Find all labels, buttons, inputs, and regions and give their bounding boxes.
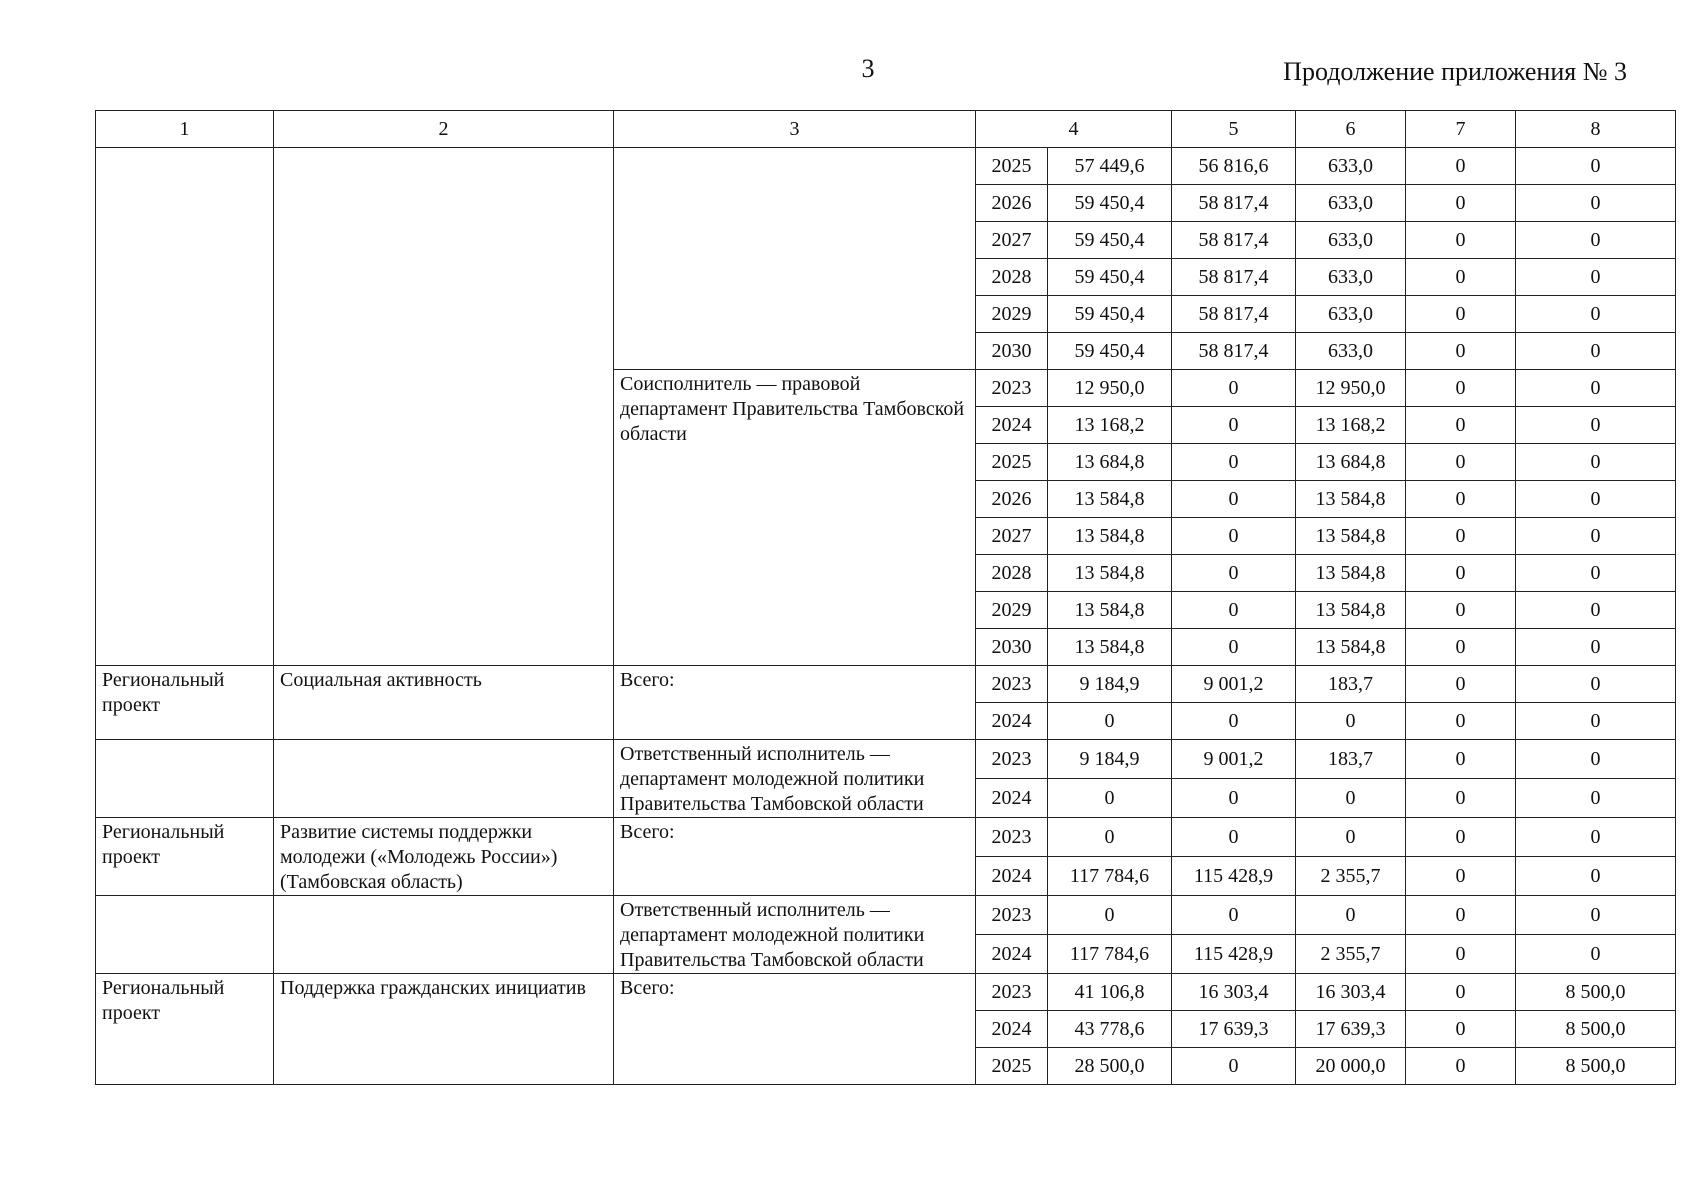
year-cell: 2023 bbox=[976, 740, 1048, 779]
local-budget-cell: 0 bbox=[1406, 1011, 1516, 1048]
section-type-cell bbox=[96, 896, 274, 974]
year-cell: 2028 bbox=[976, 259, 1048, 296]
local-budget-cell: 0 bbox=[1406, 629, 1516, 666]
regional-budget-cell: 0 bbox=[1296, 779, 1406, 818]
local-budget-cell: 0 bbox=[1406, 592, 1516, 629]
federal-budget-cell: 0 bbox=[1172, 444, 1296, 481]
executor-cell: Ответственный исполнитель — департамент молодежной политики Правительства Тамбовской области bbox=[614, 740, 976, 818]
other-sources-cell: 0 bbox=[1516, 703, 1676, 740]
table-row bbox=[96, 740, 1676, 779]
other-sources-cell: 0 bbox=[1516, 896, 1676, 935]
year-cell: 2023 bbox=[976, 974, 1048, 1011]
executor-cell: Соисполнитель — правовой департамент Правительства Тамбовской области bbox=[614, 370, 976, 666]
year-cell: 2023 bbox=[976, 666, 1048, 703]
year-cell: 2023 bbox=[976, 896, 1048, 935]
total-cell: 13 168,2 bbox=[1048, 407, 1172, 444]
federal-budget-cell: 0 bbox=[1172, 555, 1296, 592]
other-sources-cell: 0 bbox=[1516, 857, 1676, 896]
budget-table bbox=[95, 110, 1676, 1085]
local-budget-cell: 0 bbox=[1406, 779, 1516, 818]
other-sources-cell: 0 bbox=[1516, 935, 1676, 974]
local-budget-cell: 0 bbox=[1406, 974, 1516, 1011]
regional-budget-cell: 2 355,7 bbox=[1296, 857, 1406, 896]
other-sources-cell: 0 bbox=[1516, 444, 1676, 481]
other-sources-cell: 0 bbox=[1516, 333, 1676, 370]
regional-budget-cell: 633,0 bbox=[1296, 148, 1406, 185]
other-sources-cell: 0 bbox=[1516, 296, 1676, 333]
year-cell: 2026 bbox=[976, 481, 1048, 518]
regional-budget-cell: 183,7 bbox=[1296, 740, 1406, 779]
other-sources-cell: 0 bbox=[1516, 818, 1676, 857]
regional-budget-cell: 183,7 bbox=[1296, 666, 1406, 703]
federal-budget-cell: 17 639,3 bbox=[1172, 1011, 1296, 1048]
local-budget-cell: 0 bbox=[1406, 148, 1516, 185]
other-sources-cell: 0 bbox=[1516, 555, 1676, 592]
column-header: 5 bbox=[1172, 111, 1296, 148]
federal-budget-cell: 0 bbox=[1172, 407, 1296, 444]
local-budget-cell: 0 bbox=[1406, 407, 1516, 444]
regional-budget-cell: 2 355,7 bbox=[1296, 935, 1406, 974]
regional-budget-cell: 13 584,8 bbox=[1296, 555, 1406, 592]
federal-budget-cell: 58 817,4 bbox=[1172, 296, 1296, 333]
section-name-cell: Социальная активность bbox=[274, 666, 614, 740]
table-row bbox=[96, 974, 1676, 1011]
other-sources-cell: 0 bbox=[1516, 148, 1676, 185]
other-sources-cell: 0 bbox=[1516, 185, 1676, 222]
local-budget-cell: 0 bbox=[1406, 444, 1516, 481]
federal-budget-cell: 0 bbox=[1172, 818, 1296, 857]
year-cell: 2027 bbox=[976, 222, 1048, 259]
section-name-cell bbox=[274, 896, 614, 974]
total-cell: 9 184,9 bbox=[1048, 740, 1172, 779]
local-budget-cell: 0 bbox=[1406, 666, 1516, 703]
regional-budget-cell: 12 950,0 bbox=[1296, 370, 1406, 407]
federal-budget-cell: 115 428,9 bbox=[1172, 935, 1296, 974]
local-budget-cell: 0 bbox=[1406, 222, 1516, 259]
table-body bbox=[96, 148, 1676, 1085]
federal-budget-cell: 0 bbox=[1172, 592, 1296, 629]
regional-budget-cell: 633,0 bbox=[1296, 185, 1406, 222]
table-row bbox=[96, 148, 1676, 185]
regional-budget-cell: 13 584,8 bbox=[1296, 629, 1406, 666]
column-header: 3 bbox=[614, 111, 976, 148]
regional-budget-cell: 633,0 bbox=[1296, 333, 1406, 370]
table-header-row bbox=[96, 111, 1676, 148]
federal-budget-cell: 9 001,2 bbox=[1172, 666, 1296, 703]
other-sources-cell: 0 bbox=[1516, 666, 1676, 703]
section-name-cell: Развитие системы поддержки молодежи («Молодежь России») (Тамбовская область) bbox=[274, 818, 614, 896]
table-row bbox=[96, 666, 1676, 703]
total-cell: 28 500,0 bbox=[1048, 1048, 1172, 1085]
column-header: 7 bbox=[1406, 111, 1516, 148]
year-cell: 2030 bbox=[976, 629, 1048, 666]
year-cell: 2024 bbox=[976, 407, 1048, 444]
year-cell: 2023 bbox=[976, 818, 1048, 857]
column-header: 8 bbox=[1516, 111, 1676, 148]
local-budget-cell: 0 bbox=[1406, 296, 1516, 333]
other-sources-cell: 0 bbox=[1516, 629, 1676, 666]
other-sources-cell: 0 bbox=[1516, 518, 1676, 555]
year-cell: 2027 bbox=[976, 518, 1048, 555]
regional-budget-cell: 633,0 bbox=[1296, 222, 1406, 259]
total-cell: 0 bbox=[1048, 703, 1172, 740]
total-cell: 59 450,4 bbox=[1048, 185, 1172, 222]
executor-cell: Ответственный исполнитель — департамент молодежной политики Правительства Тамбовской области bbox=[614, 896, 976, 974]
local-budget-cell: 0 bbox=[1406, 333, 1516, 370]
federal-budget-cell: 0 bbox=[1172, 1048, 1296, 1085]
year-cell: 2025 bbox=[976, 444, 1048, 481]
regional-budget-cell: 0 bbox=[1296, 896, 1406, 935]
section-type-cell: Региональный проект bbox=[96, 974, 274, 1085]
total-cell: 13 584,8 bbox=[1048, 518, 1172, 555]
total-cell: 59 450,4 bbox=[1048, 333, 1172, 370]
year-cell: 2029 bbox=[976, 296, 1048, 333]
executor-cell bbox=[614, 148, 976, 370]
section-type-cell bbox=[96, 148, 274, 666]
federal-budget-cell: 9 001,2 bbox=[1172, 740, 1296, 779]
federal-budget-cell: 0 bbox=[1172, 629, 1296, 666]
column-header: 6 bbox=[1296, 111, 1406, 148]
section-type-cell bbox=[96, 740, 274, 818]
total-cell: 0 bbox=[1048, 896, 1172, 935]
other-sources-cell: 0 bbox=[1516, 370, 1676, 407]
other-sources-cell: 0 bbox=[1516, 259, 1676, 296]
total-cell: 117 784,6 bbox=[1048, 857, 1172, 896]
total-cell: 117 784,6 bbox=[1048, 935, 1172, 974]
total-cell: 12 950,0 bbox=[1048, 370, 1172, 407]
year-cell: 2024 bbox=[976, 1011, 1048, 1048]
regional-budget-cell: 20 000,0 bbox=[1296, 1048, 1406, 1085]
federal-budget-cell: 58 817,4 bbox=[1172, 185, 1296, 222]
local-budget-cell: 0 bbox=[1406, 481, 1516, 518]
year-cell: 2030 bbox=[976, 333, 1048, 370]
federal-budget-cell: 58 817,4 bbox=[1172, 333, 1296, 370]
regional-budget-cell: 16 303,4 bbox=[1296, 974, 1406, 1011]
local-budget-cell: 0 bbox=[1406, 518, 1516, 555]
total-cell: 13 584,8 bbox=[1048, 481, 1172, 518]
federal-budget-cell: 0 bbox=[1172, 518, 1296, 555]
local-budget-cell: 0 bbox=[1406, 703, 1516, 740]
local-budget-cell: 0 bbox=[1406, 259, 1516, 296]
table-row bbox=[96, 896, 1676, 935]
regional-budget-cell: 13 584,8 bbox=[1296, 592, 1406, 629]
total-cell: 13 684,8 bbox=[1048, 444, 1172, 481]
column-header: 4 bbox=[976, 111, 1172, 148]
other-sources-cell: 0 bbox=[1516, 592, 1676, 629]
federal-budget-cell: 0 bbox=[1172, 370, 1296, 407]
local-budget-cell: 0 bbox=[1406, 935, 1516, 974]
other-sources-cell: 0 bbox=[1516, 740, 1676, 779]
local-budget-cell: 0 bbox=[1406, 857, 1516, 896]
federal-budget-cell: 56 816,6 bbox=[1172, 148, 1296, 185]
total-cell: 9 184,9 bbox=[1048, 666, 1172, 703]
executor-cell: Всего: bbox=[614, 818, 976, 896]
regional-budget-cell: 633,0 bbox=[1296, 259, 1406, 296]
total-cell: 0 bbox=[1048, 779, 1172, 818]
total-cell: 0 bbox=[1048, 818, 1172, 857]
local-budget-cell: 0 bbox=[1406, 896, 1516, 935]
page-number: 3 bbox=[861, 54, 875, 83]
regional-budget-cell: 0 bbox=[1296, 818, 1406, 857]
continuation-caption: Продолжение приложения № 3 bbox=[1283, 57, 1627, 86]
total-cell: 59 450,4 bbox=[1048, 222, 1172, 259]
total-cell: 57 449,6 bbox=[1048, 148, 1172, 185]
other-sources-cell: 8 500,0 bbox=[1516, 1011, 1676, 1048]
year-cell: 2025 bbox=[976, 1048, 1048, 1085]
executor-cell: Всего: bbox=[614, 974, 976, 1085]
local-budget-cell: 0 bbox=[1406, 555, 1516, 592]
federal-budget-cell: 0 bbox=[1172, 896, 1296, 935]
section-type-cell: Региональный проект bbox=[96, 666, 274, 740]
other-sources-cell: 0 bbox=[1516, 779, 1676, 818]
regional-budget-cell: 633,0 bbox=[1296, 296, 1406, 333]
section-name-cell bbox=[274, 148, 614, 666]
regional-budget-cell: 17 639,3 bbox=[1296, 1011, 1406, 1048]
federal-budget-cell: 58 817,4 bbox=[1172, 259, 1296, 296]
local-budget-cell: 0 bbox=[1406, 370, 1516, 407]
total-cell: 13 584,8 bbox=[1048, 555, 1172, 592]
total-cell: 13 584,8 bbox=[1048, 629, 1172, 666]
total-cell: 41 106,8 bbox=[1048, 974, 1172, 1011]
regional-budget-cell: 13 584,8 bbox=[1296, 481, 1406, 518]
total-cell: 59 450,4 bbox=[1048, 296, 1172, 333]
federal-budget-cell: 58 817,4 bbox=[1172, 222, 1296, 259]
total-cell: 43 778,6 bbox=[1048, 1011, 1172, 1048]
regional-budget-cell: 13 168,2 bbox=[1296, 407, 1406, 444]
year-cell: 2024 bbox=[976, 935, 1048, 974]
year-cell: 2028 bbox=[976, 555, 1048, 592]
year-cell: 2025 bbox=[976, 148, 1048, 185]
local-budget-cell: 0 bbox=[1406, 740, 1516, 779]
other-sources-cell: 0 bbox=[1516, 407, 1676, 444]
total-cell: 59 450,4 bbox=[1048, 259, 1172, 296]
local-budget-cell: 0 bbox=[1406, 185, 1516, 222]
executor-cell: Всего: bbox=[614, 666, 976, 740]
total-cell: 13 584,8 bbox=[1048, 592, 1172, 629]
column-header: 2 bbox=[274, 111, 614, 148]
column-header: 1 bbox=[96, 111, 274, 148]
table-row bbox=[96, 818, 1676, 857]
year-cell: 2026 bbox=[976, 185, 1048, 222]
federal-budget-cell: 115 428,9 bbox=[1172, 857, 1296, 896]
year-cell: 2029 bbox=[976, 592, 1048, 629]
section-name-cell bbox=[274, 740, 614, 818]
local-budget-cell: 0 bbox=[1406, 1048, 1516, 1085]
section-type-cell: Региональный проект bbox=[96, 818, 274, 896]
federal-budget-cell: 0 bbox=[1172, 703, 1296, 740]
year-cell: 2024 bbox=[976, 779, 1048, 818]
year-cell: 2023 bbox=[976, 370, 1048, 407]
federal-budget-cell: 0 bbox=[1172, 481, 1296, 518]
year-cell: 2024 bbox=[976, 857, 1048, 896]
section-name-cell: Поддержка гражданских инициатив bbox=[274, 974, 614, 1085]
year-cell: 2024 bbox=[976, 703, 1048, 740]
other-sources-cell: 8 500,0 bbox=[1516, 974, 1676, 1011]
regional-budget-cell: 13 684,8 bbox=[1296, 444, 1406, 481]
local-budget-cell: 0 bbox=[1406, 818, 1516, 857]
regional-budget-cell: 0 bbox=[1296, 703, 1406, 740]
federal-budget-cell: 0 bbox=[1172, 779, 1296, 818]
other-sources-cell: 8 500,0 bbox=[1516, 1048, 1676, 1085]
regional-budget-cell: 13 584,8 bbox=[1296, 518, 1406, 555]
federal-budget-cell: 16 303,4 bbox=[1172, 974, 1296, 1011]
other-sources-cell: 0 bbox=[1516, 222, 1676, 259]
other-sources-cell: 0 bbox=[1516, 481, 1676, 518]
